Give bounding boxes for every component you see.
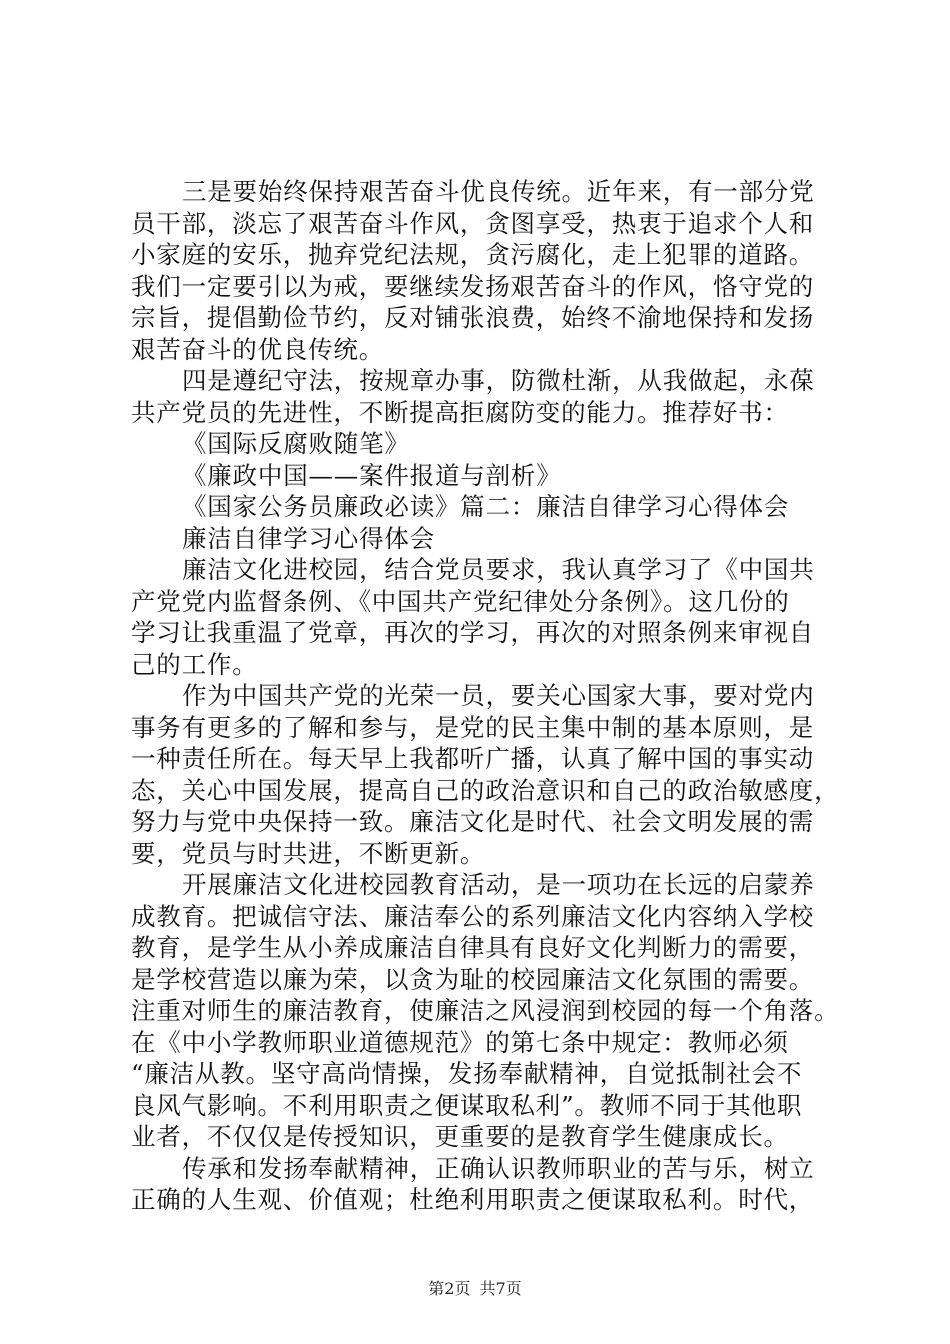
page-total: 共7页 [479, 1279, 522, 1298]
text-line: 《廉政中国——案件报道与剖析》 [182, 460, 562, 490]
text-line: 注重对师生的廉洁教育，使廉洁之风浸润到校园的每一个角落。 [131, 996, 840, 1025]
text-line: 教育，是学生从小养成廉洁自律具有良好文化判断力的需要， [131, 933, 815, 962]
text-line: 要，党员与时共进，不断更新。 [131, 838, 486, 868]
text-line: 四是遵纪守法，按规章办事，防微杜渐，从我做起，永葆 [182, 366, 815, 395]
text-line: 《国际反腐败随笔》 [182, 429, 410, 458]
page-footer [0, 1276, 950, 1299]
text-line: 廉洁文化进校园，结合党员要求，我认真学习了《中国共 [182, 555, 815, 584]
text-line: 态，关心中国发展，提高自己的政治意识和自己的政治敏感度， [131, 775, 840, 805]
text-line: 事务有更多的了解和参与，是党的民主集中制的基本原则，是 [131, 712, 815, 742]
text-line: 己的工作。 [131, 649, 258, 679]
text-line: 作为中国共产党的光荣一员，要关心国家大事，要对党内 [182, 681, 815, 710]
text-line: 员干部，淡忘了艰苦奋斗作风，贪图享受，热衷于追求个人和 [131, 208, 815, 238]
text-line: 正确的人生观、价值观；杜绝利用职责之便谋取私利。时代， [131, 1185, 815, 1214]
text-line: 宗旨，提倡勤俭节约，反对铺张浪费，始终不渝地保持和发扬 [131, 303, 815, 332]
text-line: 良风气影响。不利用职责之便谋取私利”。教师不同于其他职 [131, 1090, 803, 1120]
text-line: “廉洁从教。坚守高尚情操，发扬奉献精神，自觉抵制社会不 [131, 1059, 803, 1088]
document-body [131, 176, 840, 1216]
text-line: 廉洁自律学习心得体会 [182, 523, 435, 553]
text-line: 是学校营造以廉为荣，以贪为耻的校园廉洁文化氛围的需要。 [131, 964, 815, 994]
text-line: 《国家公务员廉政必读》篇二：廉洁自律学习心得体会 [182, 492, 790, 521]
text-line: 一种责任所在。每天早上我都听广播，认真了解中国的事实动 [131, 744, 815, 773]
text-line: 共产党员的先进性，不断提高拒腐防变的能力。推荐好书： [131, 397, 789, 427]
text-line: 学习让我重温了党章，再次的学习，再次的对照条例来审视自 [131, 618, 815, 647]
text-line: 成教育。把诚信守法、廉洁奉公的系列廉洁文化内容纳入学校 [131, 901, 815, 931]
text-line: 开展廉洁文化进校园教育活动，是一项功在长远的启蒙养 [182, 870, 815, 899]
text-line: 产党党内监督条例、《中国共产党纪律处分条例》。这几份的 [131, 586, 790, 616]
text-line: 努力与党中央保持一致。廉洁文化是时代、社会文明发展的需 [131, 807, 815, 836]
text-line: 传承和发扬奉献精神，正确认识教师职业的苦与乐，树立 [182, 1153, 815, 1183]
text-line: 艰苦奋斗的优良传统。 [131, 334, 384, 364]
text-line: 我们一定要引以为戒，要继续发扬艰苦奋斗的作风，恪守党的 [131, 271, 815, 301]
text-line: 小家庭的安乐，抛弃党纪法规，贪污腐化，走上犯罪的道路。 [131, 240, 815, 269]
text-line: 业者，不仅仅是传授知识，更重要的是教育学生健康成长。 [131, 1122, 789, 1151]
text-line: 在《中小学教师职业道德规范》的第七条中规定：教师必须 [131, 1027, 789, 1057]
text-line: 三是要始终保持艰苦奋斗优良传统。近年来，有一部分党 [182, 177, 815, 206]
page-number: 第2页 [428, 1279, 471, 1298]
